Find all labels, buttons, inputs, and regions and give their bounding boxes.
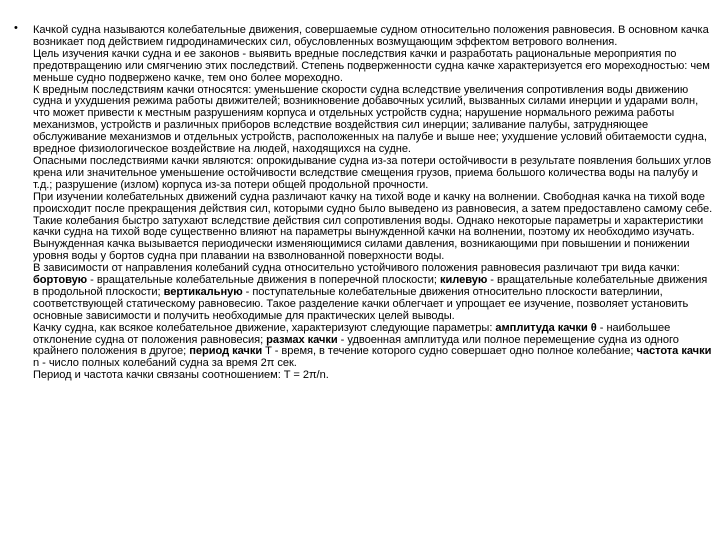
paragraph-types-of-rolling: [33, 263, 713, 323]
paragraph-definition: Качкой судна называются колебательные движения, совершаемые судном относительно положения равновесия. В основном качка возникает под действием гидродинамических сил, обусловленных возмущающим эффектом ветрового волнения.: [33, 24, 709, 48]
term-frequency: частота качки: [636, 345, 712, 358]
paragraph-relation: Период и частота качки связаны соотношением: T = 2π/n.: [33, 369, 329, 382]
paragraph-harmful-effects: К вредным последствиям качки относятся: уменьшение скорости судна вследствие увеличения сопротивления воды движению судна и ухудшения режима работы движителей; возникновение добавочных усилий, вызванных силами инерции и ударами волн, что может привести к местным разрушениям корпуса и отдельных устройств судна; нарушение нормального режима работы механизмов, устройств и различных приборов вследствие воздействия сил инерции; заливание палубы, затрудняющее обслуживание механизмов и отдельных устройств, расположенных на палубе и выше нее; ухудшение условий обитаемости судна, вредное физиологическое воздействие на людей, находящихся на судне.: [33, 83, 707, 156]
text-span: - вращательные колебательные движения в поперечной плоскости;: [87, 274, 440, 287]
term-range: размах качки: [266, 333, 338, 346]
text-span: - поступательные колебательные движения относительно плоскости ватерлинии, соответствующей статическому равновесию. Такое разделение качки облегчает и упрощает ее изучение, позволяет установить основные зависимости и получить необходимые для практических целей выводы.: [33, 285, 689, 322]
term-period: период качки: [189, 345, 263, 358]
paragraph-dangerous-effects: Опасными последствиями качки являются: опрокидывание судна из-за потери остойчивости в результате появления больших углов крена или значительное уменьшение остойчивости вследствие смещения грузов, приема большого количества воды на палубу и т.д.; разрушение (излом) корпуса из-за потери общей продольной прочности.: [33, 154, 712, 191]
paragraph-parameters: [33, 323, 713, 371]
text-span: - наибольшее отклонение судна от положения равновесия;: [33, 321, 671, 346]
bullet-marker: •: [14, 22, 18, 34]
paragraph-calm-and-waves: При изучении колебательных движений судна различают качку на тихой воде и качку на волнении. Свободная качка на тихой воде происходит после прекращения действия сил, которыми судно было выведено из равновесия, а затем предоставлено самому себе. Такие колебания быстро затухают вследствие действия сил сопротивления воды. Однако некоторые параметры и характеристики качки судна на тихой воде существенно влияют на параметры вынужденной качки на волнении, поэтому их необходимо изучать. Вынужденная качка вызывается периодически изменяющимися силами давления, возникающими при повышении и понижении уровня воды у бортов судна при плавании на взволнованной поверхности воды.: [33, 190, 713, 263]
paragraph-purpose: Цель изучения качки судна и ее законов - выявить вредные последствия качки и разработать рациональные мероприятия по предотвращению или смягчению этих последствий. Степень подверженности судна качке характеризуется его мореходностью: чем меньше судно подвержено качке, тем оно более мореходно.: [33, 47, 710, 84]
text-span: - удвоенная амплитуда или полное перемещение судна из одного крайнего положения в другое;: [33, 333, 679, 358]
text-span: В зависимости от направления колебаний судна относительно устойчивого положения равновесия различают три вида качки:: [33, 262, 680, 275]
term-roll: бортовую: [33, 274, 88, 287]
text-span: Качку судна, как всякое колебательное движение, характеризуют следующие параметры:: [33, 321, 496, 334]
text-span: T - время, в течение которого судно совершает одно полное колебание;: [262, 345, 637, 358]
term-heave: вертикальную: [163, 285, 243, 298]
term-pitch: килевую: [439, 274, 488, 287]
main-text: [33, 25, 713, 382]
term-amplitude: амплитуда качки θ: [495, 321, 597, 334]
text-span: n - число полных колебаний судна за время 2π сек.: [33, 357, 297, 370]
text-span: - вращательные колебательные движения в продольной плоскости;: [33, 274, 708, 298]
